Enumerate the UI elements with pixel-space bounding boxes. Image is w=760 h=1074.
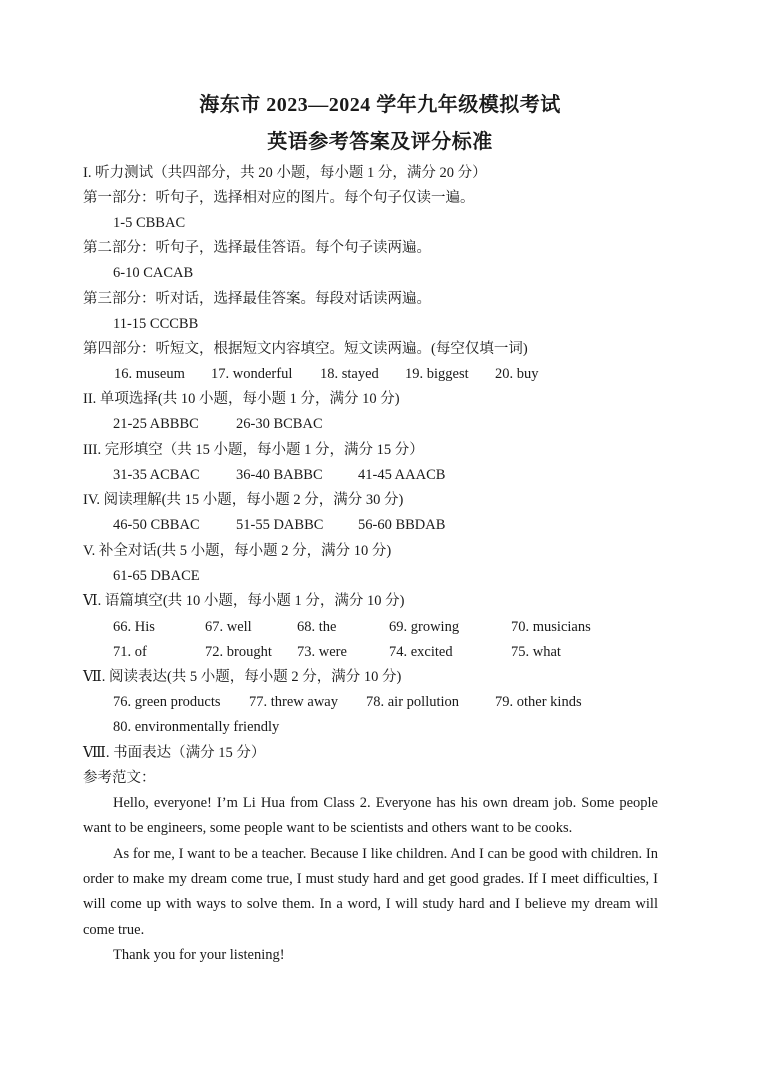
section-2-heading: II. 单项选择(共 10 小题，每小题 1 分，满分 10 分) bbox=[83, 391, 400, 407]
answer-76: 76. green products bbox=[113, 694, 221, 710]
reference-essay-label: 参考范文： bbox=[83, 770, 156, 786]
answers-61-65: 61-65 DBACE bbox=[113, 568, 200, 584]
answer-16: 16. museum bbox=[114, 366, 185, 382]
answers-36-40: 36-40 BABBC bbox=[236, 467, 323, 483]
answer-77: 77. threw away bbox=[249, 694, 338, 710]
part-3-instruction: 第三部分：听对话，选择最佳答案。每段对话读两遍。 bbox=[83, 291, 431, 307]
answer-17: 17. wonderful bbox=[211, 366, 293, 382]
section-6-heading: Ⅵ. 语篇填空(共 10 小题，每小题 1 分，满分 10 分) bbox=[83, 593, 405, 609]
answer-68: 68. the bbox=[297, 619, 337, 635]
part-2-instruction: 第二部分：听句子，选择最佳答语。每个句子读两遍。 bbox=[83, 240, 431, 256]
answers-56-60: 56-60 BBDAB bbox=[358, 517, 446, 533]
part-4-instruction: 第四部分：听短文，根据短文内容填空。短文读两遍。(每空仅填一词) bbox=[83, 341, 528, 357]
document-title: 海东市 2023—2024 学年九年级模拟考试 bbox=[199, 94, 561, 116]
answer-72: 72. brought bbox=[205, 644, 272, 660]
answer-74: 74. excited bbox=[389, 644, 453, 660]
answer-71: 71. of bbox=[113, 644, 147, 660]
part-2-answers: 6-10 CACAB bbox=[113, 265, 194, 281]
answer-78: 78. air pollution bbox=[366, 694, 460, 710]
answer-73: 73. were bbox=[297, 644, 347, 660]
answer-18: 18. stayed bbox=[320, 366, 379, 382]
document-subtitle: 英语参考答案及评分标准 bbox=[267, 131, 493, 153]
essay-paragraph-2: As for me, I want to be a teacher. Because I like children. And I can be good with children. In order to make my dream come true, I must study hard and get good grades. If I meet difficulties, I will come up with ways to solve them. In a word, I will study hard and I believe my dream will come true. bbox=[83, 846, 658, 938]
answer-20: 20. buy bbox=[495, 366, 539, 382]
section-3-heading: III. 完形填空（共 15 小题，每小题 1 分，满分 15 分） bbox=[83, 442, 424, 458]
answer-79: 79. other kinds bbox=[495, 694, 582, 710]
part-3-answers: 11-15 CCCBB bbox=[113, 316, 199, 332]
answers-41-45: 41-45 AAACB bbox=[358, 467, 446, 483]
essay-paragraph-3: Thank you for your listening! bbox=[113, 947, 285, 963]
section-5-heading: V. 补全对话(共 5 小题，每小题 2 分，满分 10 分) bbox=[83, 543, 392, 559]
answers-26-30: 26-30 BCBAC bbox=[236, 416, 323, 432]
section-1-heading: I. 听力测试（共四部分，共 20 小题，每小题 1 分，满分 20 分） bbox=[83, 165, 487, 181]
answer-70: 70. musicians bbox=[511, 619, 591, 635]
answers-51-55: 51-55 DABBC bbox=[236, 517, 324, 533]
section-4-heading: IV. 阅读理解(共 15 小题，每小题 2 分，满分 30 分) bbox=[83, 492, 404, 508]
answer-69: 69. growing bbox=[389, 619, 460, 635]
answer-19: 19. biggest bbox=[405, 366, 469, 382]
answers-21-25: 21-25 ABBBC bbox=[113, 416, 199, 432]
answer-80: 80. environmentally friendly bbox=[113, 719, 280, 735]
answers-46-50: 46-50 CBBAC bbox=[113, 517, 200, 533]
section-7-heading: Ⅶ. 阅读表达(共 5 小题，每小题 2 分，满分 10 分) bbox=[83, 669, 402, 685]
answers-31-35: 31-35 ACBAC bbox=[113, 467, 200, 483]
part-1-instruction: 第一部分：听句子，选择相对应的图片。每个句子仅读一遍。 bbox=[83, 190, 475, 206]
part-1-answers: 1-5 CBBAC bbox=[113, 215, 186, 231]
answer-66: 66. His bbox=[113, 619, 155, 635]
essay-paragraph-1: Hello, everyone! I’m Li Hua from Class 2. Everyone has his own dream job. Some people want to be engineers, some people want to be scientists and others want to be cooks. bbox=[83, 795, 658, 837]
answer-75: 75. what bbox=[511, 644, 561, 660]
answer-67: 67. well bbox=[205, 619, 252, 635]
section-8-heading: Ⅷ. 书面表达（满分 15 分） bbox=[83, 745, 266, 761]
